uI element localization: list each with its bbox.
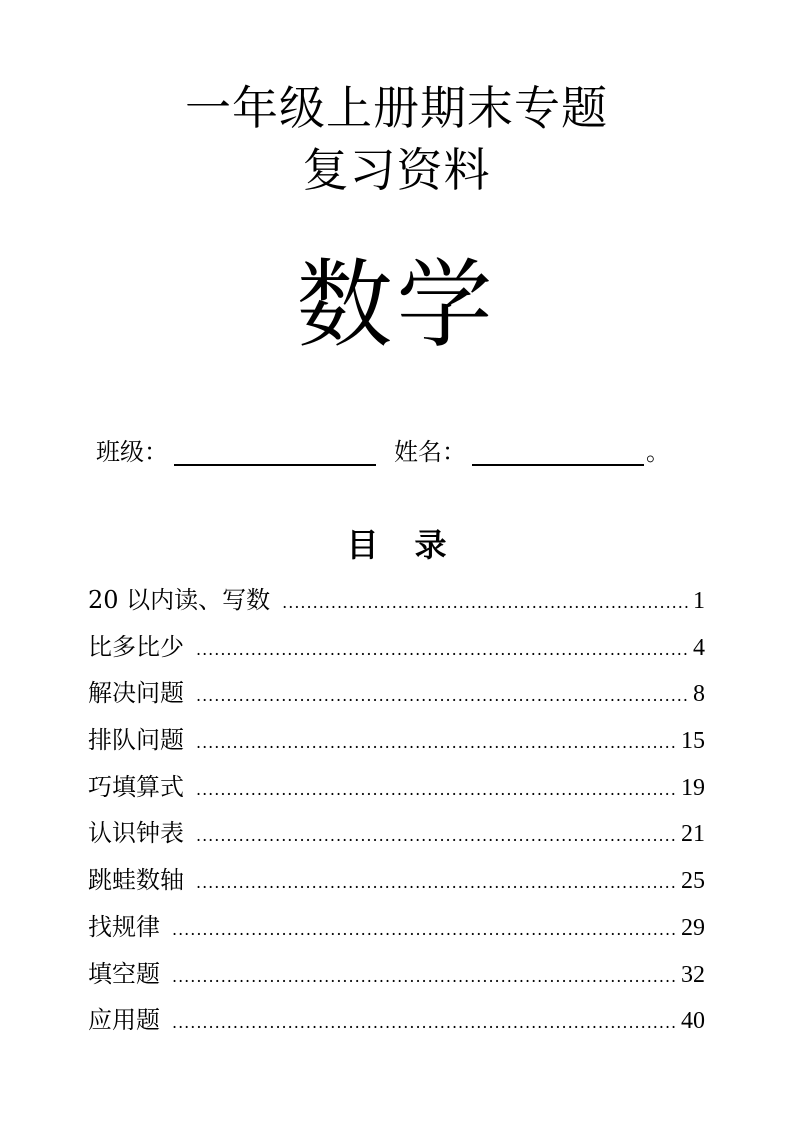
- toc-entry-page: 32: [681, 961, 705, 988]
- toc-dot-leader: [172, 920, 677, 939]
- toc-entry[interactable]: [88, 720, 705, 767]
- title-line-2: 复习资料: [302, 143, 491, 197]
- toc-dot-leader: [196, 826, 677, 845]
- table-of-contents: [88, 580, 705, 1047]
- toc-entry-label: 认识钟表: [88, 819, 184, 848]
- toc-entry-label: 填空题: [88, 959, 160, 988]
- toc-entry-label: 跳蛙数轴: [88, 866, 184, 895]
- class-label: 班级：: [96, 438, 168, 466]
- toc-entry[interactable]: [88, 907, 705, 954]
- toc-dot-leader: [196, 873, 677, 892]
- toc-dot-leader: [196, 640, 689, 659]
- toc-dot-leader: [196, 780, 677, 799]
- toc-entry-page: 29: [681, 914, 705, 941]
- toc-entry-page: 21: [681, 821, 705, 848]
- toc-entry[interactable]: [88, 813, 705, 860]
- class-blank-line[interactable]: [174, 434, 376, 466]
- toc-entry-label: 排队问题: [88, 726, 184, 755]
- toc-entry[interactable]: [88, 954, 705, 1001]
- toc-dot-leader: [172, 967, 677, 986]
- toc-dot-leader: [196, 686, 689, 705]
- toc-entry[interactable]: [88, 580, 705, 627]
- name-label: 姓名：: [394, 438, 466, 466]
- toc-dot-leader: [282, 593, 689, 612]
- name-blank-line[interactable]: [472, 434, 644, 466]
- toc-entry-page: 40: [681, 1008, 705, 1035]
- student-info-fields: [96, 432, 670, 472]
- toc-entry[interactable]: [88, 627, 705, 674]
- toc-entry-label: 比多比少: [88, 632, 184, 661]
- toc-entry-page: 19: [681, 774, 705, 801]
- toc-entry[interactable]: [88, 673, 705, 720]
- toc-entry[interactable]: [88, 1000, 705, 1047]
- toc-entry-label: 找规律: [88, 912, 160, 941]
- toc-entry-page: 25: [681, 868, 705, 895]
- end-mark: 。: [646, 438, 670, 466]
- toc-entry-page: 4: [693, 634, 705, 661]
- toc-entry-page: 1: [693, 588, 705, 614]
- toc-entry-page: 15: [681, 728, 705, 755]
- toc-entry-label: 巧填算式: [88, 772, 184, 801]
- toc-entry-label: 20 以内读、写数: [88, 586, 271, 614]
- toc-title: 目录: [346, 526, 483, 564]
- toc-entry-label: 应用题: [88, 1006, 160, 1035]
- subject-title: 数学: [296, 249, 497, 361]
- toc-entry[interactable]: [88, 860, 705, 907]
- toc-entry-label: 解决问题: [88, 679, 184, 708]
- title-line-1: 一年级上册期末专题: [185, 81, 608, 135]
- toc-entry-page: 8: [693, 681, 705, 708]
- toc-entry[interactable]: [88, 767, 705, 814]
- toc-dot-leader: [196, 733, 677, 752]
- toc-dot-leader: [172, 1013, 677, 1032]
